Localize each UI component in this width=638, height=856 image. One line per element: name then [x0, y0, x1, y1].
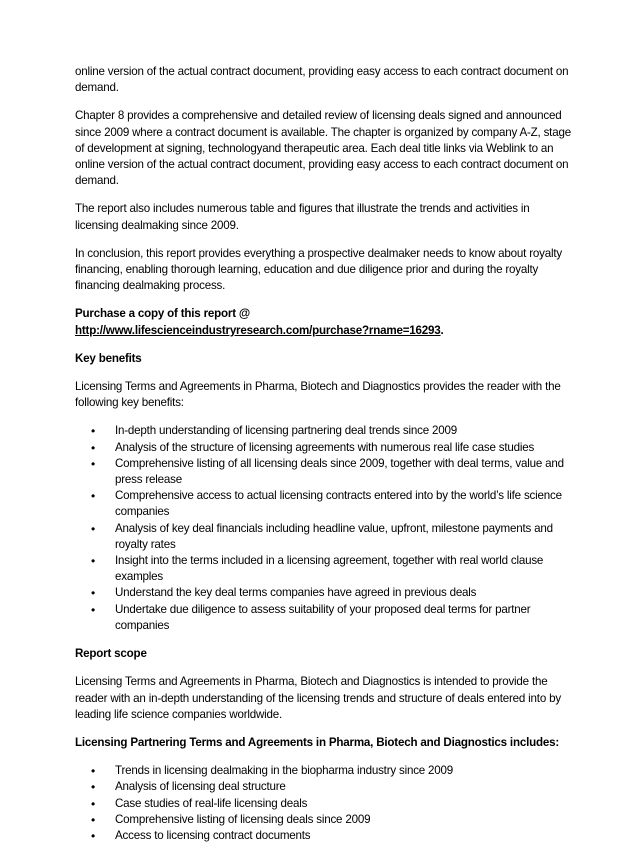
paragraph-conclusion: In conclusion, this report provides everything a prospective dealmaker needs to know about royalty financing, enabling thorough learning, education and due diligence prior and during the royalty financing dealmaking process.: [75, 246, 562, 293]
report-scope-heading: Report scope: [75, 647, 147, 661]
list-item: • Comprehensive access to actual licensing contracts entered into by the world’s life science companies: [75, 488, 575, 520]
purchase-label: Purchase a copy of this report @: [75, 307, 250, 321]
list-item: • Comprehensive listing of licensing deals since 2009: [75, 812, 575, 828]
paragraph-contract-access: online version of the actual contract document, providing easy access to each contract document on demand.: [75, 65, 569, 95]
purchase-link[interactable]: http://www.lifescienceindustryresearch.com/purchase?rname=16293: [75, 323, 441, 337]
includes-list: [75, 763, 575, 844]
list-item: • Insight into the terms included in a licensing agreement, together with real world clause examples: [75, 553, 575, 585]
document-body: [75, 64, 575, 856]
list-item: • In-depth understanding of licensing partnering deal trends since 2009: [75, 423, 575, 439]
key-benefits-list: [75, 423, 575, 634]
list-item: • Case studies of real-life licensing deals: [75, 796, 575, 812]
list-item: • Understand the key deal terms companies have agreed in previous deals: [75, 585, 575, 601]
list-item: • Undertake due diligence to assess suitability of your proposed deal terms for partner companies: [75, 602, 575, 634]
purchase-link-suffix: .: [440, 323, 444, 337]
key-benefits-intro: Licensing Terms and Agreements in Pharma, Biotech and Diagnostics provides the reader with the following key benefits:: [75, 380, 561, 410]
key-benefits-heading: Key benefits: [75, 351, 142, 365]
list-item: • Analysis of licensing deal structure: [75, 779, 575, 795]
list-item: • Comprehensive listing of all licensing deals since 2009, together with deal terms, value and press release: [75, 456, 575, 488]
purchase-link-line: [75, 323, 575, 339]
paragraph-chapter-8: Chapter 8 provides a comprehensive and detailed review of licensing deals signed and announced since 2009 where a contract document is available. The chapter is organized by company A-Z, stage of development at signing, technologyand therapeutic area. Each deal title links via Weblink to an online version of the actual contract document, providing easy access to each contract document on demand.: [75, 109, 571, 188]
includes-heading: Licensing Partnering Terms and Agreements in Pharma, Biotech and Diagnostics includes:: [75, 735, 560, 749]
purchase-block: [75, 306, 575, 338]
paragraph-tables-figures: The report also includes numerous table and figures that illustrate the trends and activities in licensing dealmaking since 2009.: [75, 202, 530, 232]
list-item: • Analysis of the structure of licensing agreements with numerous real life case studies: [75, 440, 575, 456]
list-item: • Trends in licensing dealmaking in the biopharma industry since 2009: [75, 763, 575, 779]
list-item: • Access to licensing contract documents: [75, 828, 575, 844]
report-scope-text: Licensing Terms and Agreements in Pharma, Biotech and Diagnostics is intended to provide the reader with an in-depth understanding of the licensing trends and structure of deals entered into by leading life science companies worldwide.: [75, 675, 561, 721]
list-item: • Analysis of key deal financials including headline value, upfront, milestone payments and royalty rates: [75, 521, 575, 553]
